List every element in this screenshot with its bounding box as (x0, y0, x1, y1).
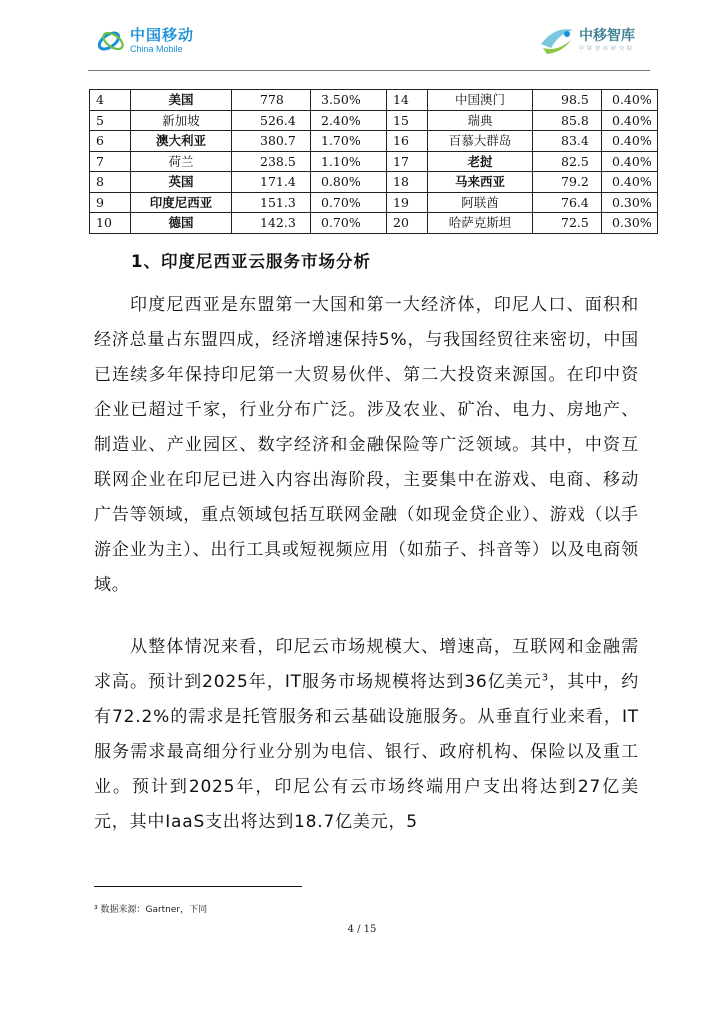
table-cell-name-a: 印度尼西亚 (131, 192, 232, 213)
table-cell-share-a: 0.70% (311, 213, 387, 234)
table-cell-name-b: 哈萨克斯坦 (428, 213, 533, 234)
table-cell-value-b: 83.4 (533, 131, 602, 152)
table-cell-share-b: 0.40% (602, 172, 658, 193)
table-cell-value-a: 778 (232, 90, 311, 111)
table-cell-rank-b: 16 (387, 131, 428, 152)
think-tank-logo (537, 22, 635, 58)
right-logo-cn: 中移智库 (579, 27, 635, 44)
footnote-divider (94, 886, 302, 887)
table-cell-share-a: 1.70% (311, 131, 387, 152)
table-cell-share-a: 3.50% (311, 90, 387, 111)
table-cell-share-b: 0.30% (602, 213, 658, 234)
table-cell-share-b: 0.40% (602, 131, 658, 152)
table-cell-share-a: 2.40% (311, 110, 387, 131)
table-cell-value-b: 79.2 (533, 172, 602, 193)
footnote-ref[interactable]: 3 (541, 672, 549, 684)
table-cell-rank-b: 17 (387, 151, 428, 172)
table-cell-rank-a: 4 (90, 90, 131, 111)
table-cell-share-a: 0.80% (311, 172, 387, 193)
table-cell-name-b: 瑞典 (428, 110, 533, 131)
table-cell-rank-a: 9 (90, 192, 131, 213)
table-cell-name-b: 中国澳门 (428, 90, 533, 111)
table-cell-share-b: 0.40% (602, 151, 658, 172)
table-cell-rank-a: 5 (90, 110, 131, 131)
table-cell-rank-b: 15 (387, 110, 428, 131)
table-row (90, 131, 658, 152)
table-cell-name-a: 德国 (131, 213, 232, 234)
left-logo-en: China Mobile (130, 44, 183, 54)
table-cell-name-b: 阿联酋 (428, 192, 533, 213)
china-mobile-logo-icon (96, 26, 126, 56)
table-cell-value-a: 142.3 (232, 213, 311, 234)
paragraph2-part-b: ，其中，约有72.2%的需求是托管服务和云基础设施服务。从垂直行业来看，IT服务需求最高细分行业分别为电信、银行、政府机构、保险以及重工业。预计到2025年，印尼公有云市场终端用户支出将达到27亿美元，其中IaaS支出将达到18.7亿美元，5 (94, 672, 639, 832)
table-cell-name-b: 马来西亚 (428, 172, 533, 193)
right-logo-sub: 中移智库研究院 (579, 45, 636, 52)
table-cell-share-a: 0.70% (311, 192, 387, 213)
table-row (90, 110, 658, 131)
table-row (90, 213, 658, 234)
table-cell-value-b: 72.5 (533, 213, 602, 234)
table-cell-value-b: 82.5 (533, 151, 602, 172)
table-cell-rank-a: 7 (90, 151, 131, 172)
table-cell-name-a: 美国 (131, 90, 232, 111)
header-divider (88, 70, 650, 71)
think-tank-logo-icon (537, 22, 577, 58)
table-cell-rank-b: 18 (387, 172, 428, 193)
table-cell-share-b: 0.40% (602, 90, 658, 111)
table-cell-name-a: 英国 (131, 172, 232, 193)
cloud-market-ranking-table (89, 89, 658, 234)
table-cell-name-b: 百慕大群岛 (428, 131, 533, 152)
page-number: 4 / 15 (347, 924, 377, 935)
table-cell-share-b: 0.30% (602, 192, 658, 213)
table-cell-share-b: 0.40% (602, 110, 658, 131)
table-cell-name-b: 老挝 (428, 151, 533, 172)
table-cell-rank-a: 6 (90, 131, 131, 152)
paragraph-indonesia-overview: 印度尼西亚是东盟第一大国和第一大经济体，印尼人口、面积和经济总量占东盟四成，经济增速保持5%，与我国经贸往来密切，中国已连续多年保持印尼第一大贸易伙伴、第二大投资来源国。在印中资企业已超过千家，行业分布广泛。涉及农业、矿冶、电力、房地产、制造业、产业园区、数字经济和金融保险等广泛领域。其中，中资互联网企业在印尼已进入内容出海阶段，主要集中在游戏、电商、移动广告等领域，重点领域包括互联网金融（如现金贷企业）、游戏（以手游企业为主）、出行工具或短视频应用（如茄子、抖音等）以及电商领域。 (94, 295, 639, 595)
section-heading: 1、印度尼西亚云服务市场分析 (131, 252, 371, 271)
table-cell-value-a: 380.7 (232, 131, 311, 152)
table-cell-value-a: 238.5 (232, 151, 311, 172)
table-cell-value-a: 151.3 (232, 192, 311, 213)
table-cell-value-b: 85.8 (533, 110, 602, 131)
table-cell-name-a: 澳大利亚 (131, 131, 232, 152)
table-cell-name-a: 新加坡 (131, 110, 232, 131)
table-cell-rank-a: 10 (90, 213, 131, 234)
table-row (90, 192, 658, 213)
table-cell-value-a: 171.4 (232, 172, 311, 193)
table-cell-name-a: 荷兰 (131, 151, 232, 172)
footnote: ³ 数据来源：Gartner，下同 (94, 905, 208, 915)
table-cell-value-a: 526.4 (232, 110, 311, 131)
table-cell-rank-a: 8 (90, 172, 131, 193)
paragraph2-part-a: 从整体情况来看，印尼云市场规模大、增速高，互联网和金融需求高。预计到2025年，IT服务市场规模将达到36亿美元 (94, 637, 639, 692)
table-cell-share-a: 1.10% (311, 151, 387, 172)
page-header (0, 0, 724, 72)
left-logo-cn: 中国移动 (130, 26, 195, 44)
table-cell-value-b: 98.5 (533, 90, 602, 111)
table-row (90, 172, 658, 193)
table-cell-rank-b: 20 (387, 213, 428, 234)
table-row (90, 90, 658, 111)
china-mobile-logo (96, 26, 194, 56)
table-cell-rank-b: 19 (387, 192, 428, 213)
table-cell-rank-b: 14 (387, 90, 428, 111)
table-cell-value-b: 76.4 (533, 192, 602, 213)
paragraph-market-outlook (94, 630, 639, 840)
table-row (90, 151, 658, 172)
